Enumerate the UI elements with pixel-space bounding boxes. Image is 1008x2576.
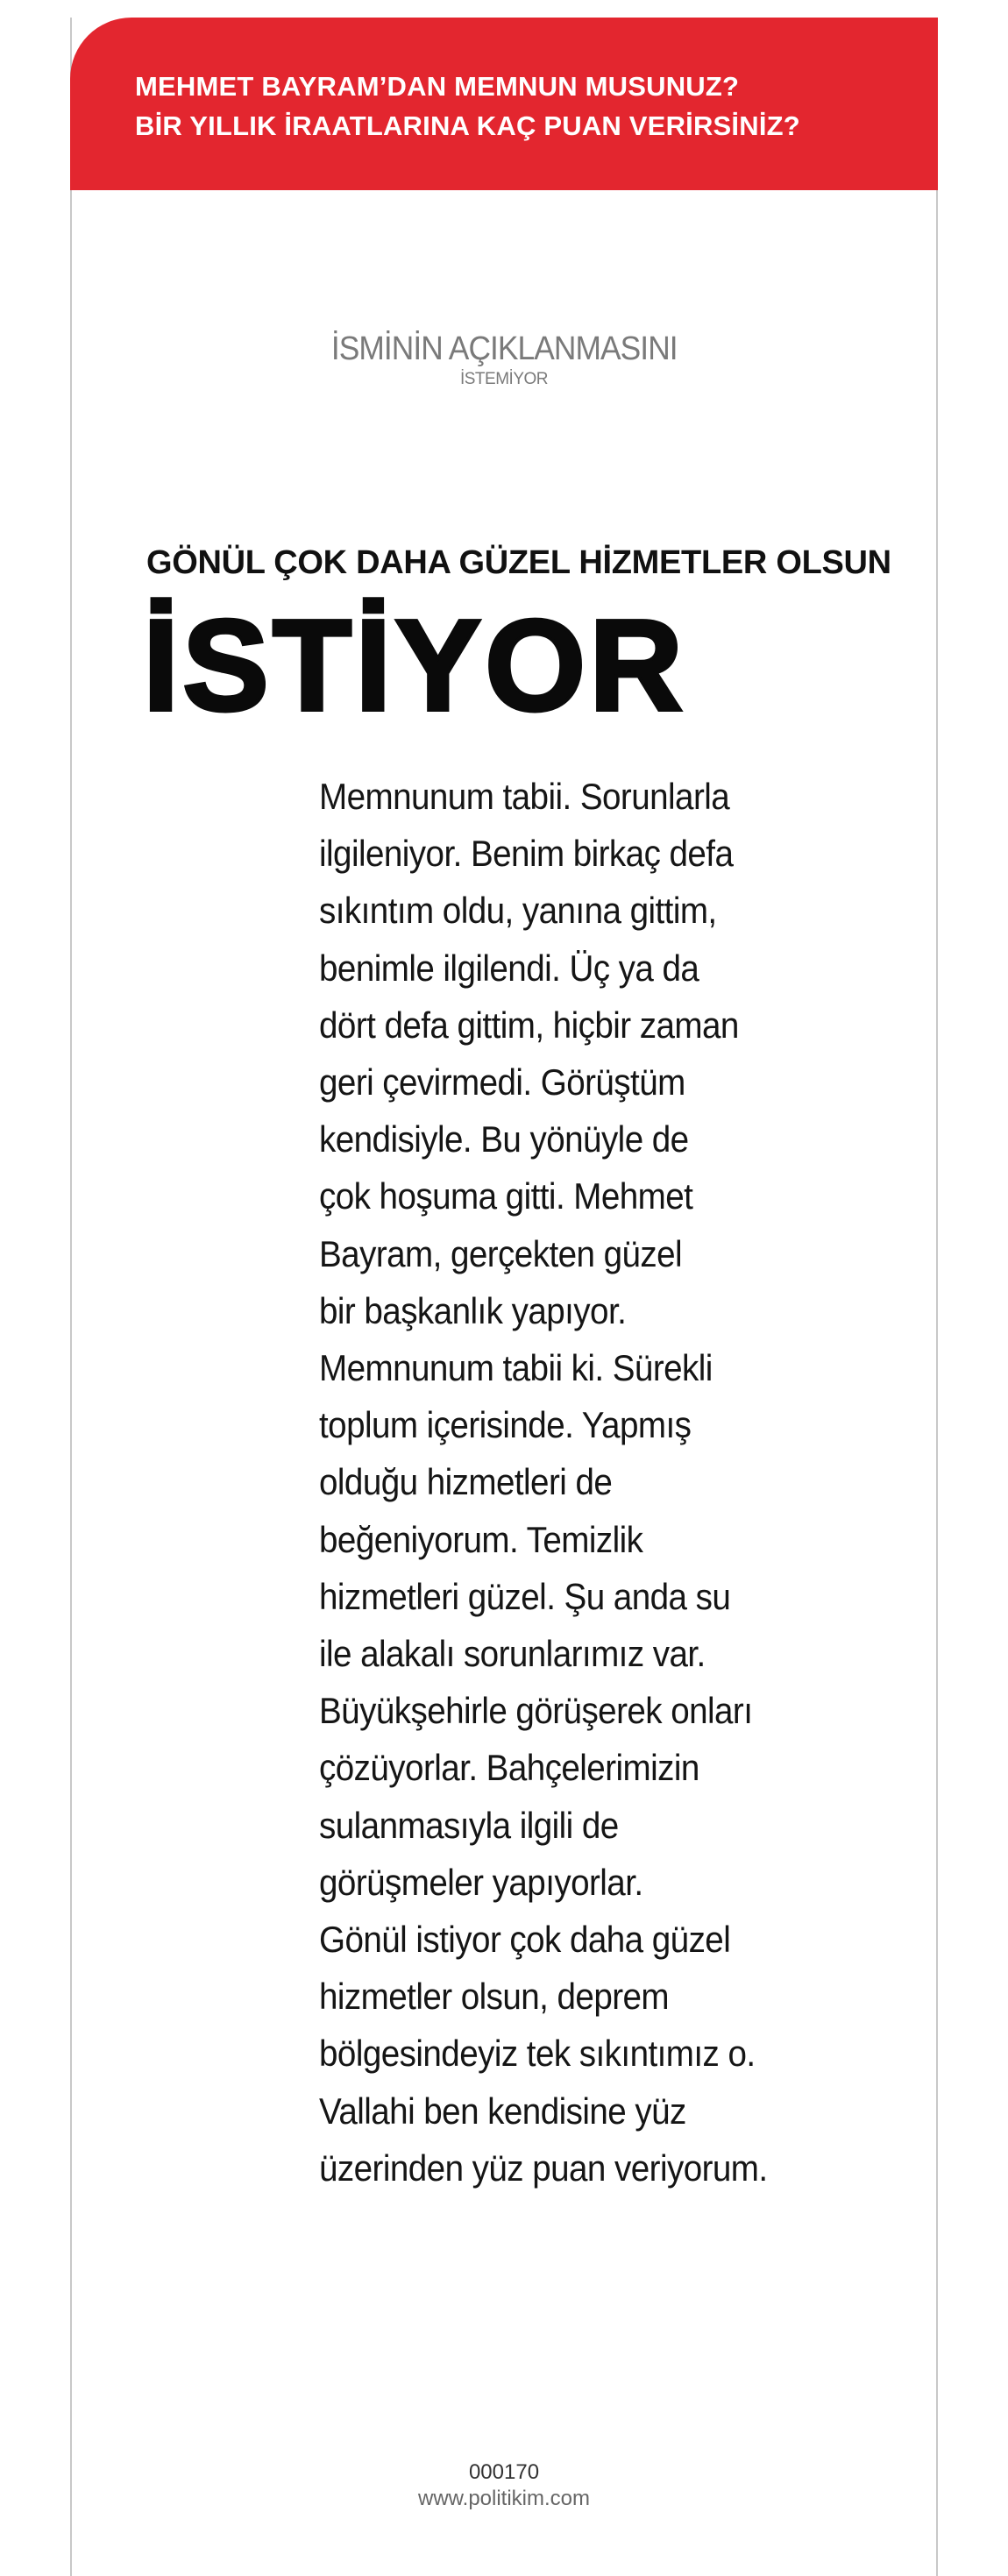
quote-body-line: Memnunum tabii ki. Sürekli — [319, 1347, 713, 1389]
quote-body-line: sıkıntım oldu, yanına gittim, — [319, 890, 717, 932]
quote-body-line: Bayram, gerçekten güzel — [319, 1232, 683, 1274]
quote-body-line: toplum içerisinde. Yapmış — [319, 1404, 692, 1446]
page-footer — [0, 2459, 1008, 2512]
quote-body-line: çözüyorlar. Bahçelerimizin — [319, 1747, 699, 1789]
quote-body-line: Büyükşehirle görüşerek onları — [319, 1690, 753, 1732]
question-banner — [70, 18, 938, 190]
respondent-name: İSMİNİN AÇIKLANMASINI — [330, 330, 678, 367]
quote-body-line: kendisiyle. Bu yönüyle de — [319, 1118, 689, 1160]
quote-body-line: hizmetler olsun, deprem — [319, 1976, 670, 2018]
quote-body — [319, 768, 810, 2196]
quote-body-line: hizmetleri güzel. Şu anda su — [319, 1575, 731, 1617]
quote-body-line: Memnunum tabii. Sorunlarla — [319, 776, 730, 817]
quote-body-line: görüşmeler yapıyorlar. — [319, 1861, 643, 1903]
quote-body-line: ile alakalı sorunlarımız var. — [319, 1633, 706, 1675]
banner-question-line-1: MEHMET BAYRAM’DAN MEMNUN MUSUNUZ? — [135, 71, 740, 102]
website-link[interactable]: www.politikim.com — [417, 2487, 591, 2510]
quote-body-line: dört defa gittim, hiçbir zaman — [319, 1004, 739, 1046]
quote-body-line: ilgileniyor. Benim birkaç defa — [319, 833, 734, 875]
page-code: 000170 — [468, 2460, 540, 2484]
quote-body-line: benimle ilgilendi. Üç ya da — [319, 947, 699, 989]
quote-kicker: GÖNÜL ÇOK DAHA GÜZEL HİZMETLER OLSUN — [146, 544, 891, 581]
quote-body-line: çok hoşuma gitti. Mehmet — [319, 1175, 693, 1217]
quote-body-line: bölgesindeyiz tek sıkıntımız o. — [319, 2033, 756, 2075]
respondent-block — [0, 330, 1008, 389]
quote-body-line: üzerinden yüz puan veriyorum. — [319, 2147, 768, 2189]
quote-body-line: sulanmasıyla ilgili de — [319, 1804, 619, 1846]
banner-question-line-2: BİR YILLIK İRAATLARINA KAÇ PUAN VERİRSİNİZ? — [135, 110, 800, 141]
quote-headline: İSTİYOR — [143, 593, 687, 738]
respondent-subtitle: İSTEMİYOR — [459, 370, 548, 388]
quote-body-line: Vallahi ben kendisine yüz — [319, 2090, 686, 2132]
quote-body-line: bir başkanlık yapıyor. — [319, 1289, 627, 1331]
quote-body-line: olduğu hizmetleri de — [319, 1461, 613, 1503]
quote-body-line: beğeniyorum. Temizlik — [319, 1518, 643, 1560]
quote-body-line: geri çevirmedi. Görüştüm — [319, 1061, 685, 1103]
quote-body-line: Gönül istiyor çok daha güzel — [319, 1919, 731, 1961]
